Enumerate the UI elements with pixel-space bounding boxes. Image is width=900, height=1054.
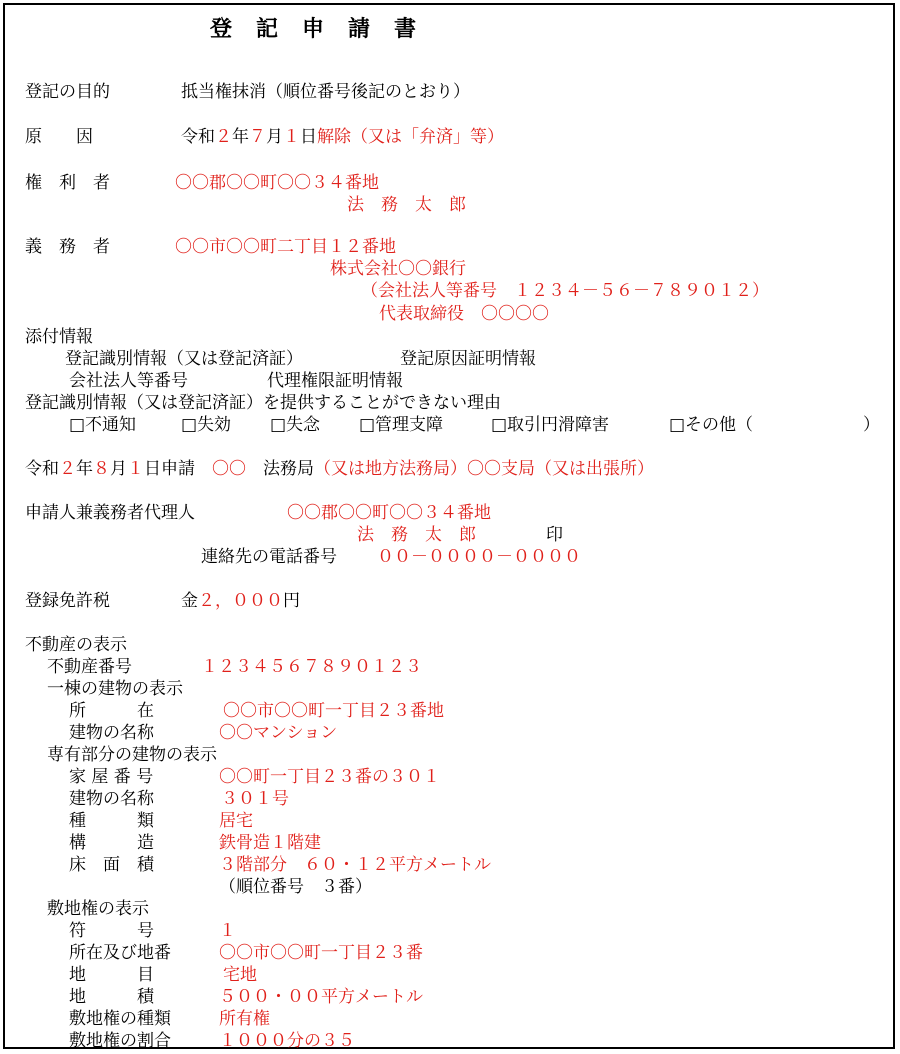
land-area-value: ５００・００平方メートル: [219, 987, 423, 1007]
no-id-reason-label: 登記識別情報（又は登記済証）を提供することができない理由: [25, 393, 501, 413]
structure-value: 鉄骨造１階建: [219, 833, 321, 853]
cause-label: 原 因: [25, 127, 93, 147]
floor-area-value: ３階部分 ６０・１２平方メートル: [219, 855, 491, 875]
location-value: 〇〇市〇〇町一丁目２３番地: [223, 701, 444, 721]
option-other-close: ）: [863, 415, 880, 435]
unit-name-value: ３０１号: [221, 789, 289, 809]
kind-value: 居宅: [219, 811, 253, 831]
property-label: 不動産の表示: [25, 635, 127, 655]
land-area-label: 地 積: [69, 987, 154, 1007]
phone-label: 連絡先の電話番号: [201, 547, 337, 567]
symbol-value: １: [219, 921, 236, 941]
tax-value: 金２，０００円: [181, 591, 300, 611]
document-title: 登 記 申 請 書: [210, 17, 418, 42]
building-name-value: 〇〇マンション: [219, 723, 338, 743]
option-management-issue: □管理支障: [359, 415, 444, 435]
kind-label: 種 類: [69, 811, 154, 831]
obligor-address: 〇〇市〇〇町二丁目１２番地: [175, 237, 396, 257]
phone-number: ００－００００－００００: [377, 547, 581, 567]
purpose-label: 登記の目的: [25, 82, 110, 102]
option-not-notified: □不通知: [69, 415, 137, 435]
site-right-type-label: 敷地権の種類: [69, 1009, 171, 1029]
land-category-value: 宅地: [223, 965, 257, 985]
property-number-label: 不動産番号: [47, 657, 132, 677]
agent-seal: 印: [546, 525, 563, 545]
obligor-company: 株式会社〇〇銀行: [330, 259, 466, 279]
lot-value: 〇〇市〇〇町一丁目２３番: [219, 943, 423, 963]
application-document: [3, 3, 895, 1049]
rank-number: （順位番号 ３番）: [219, 877, 372, 897]
tax-label: 登録免許税: [25, 591, 110, 611]
attachment-cause-proof: 登記原因証明情報: [400, 349, 536, 369]
symbol-label: 符 号: [69, 921, 154, 941]
obligor-corp-number: （会社法人等番号 １２３４－５６－７８９０１２）: [361, 281, 769, 301]
right-holder-label: 権 利 者: [25, 173, 110, 193]
agent-name: 法 務 太 郎: [357, 525, 476, 545]
attachment-id-info: 登記識別情報（又は登記済証）: [65, 349, 303, 369]
right-holder-name: 法 務 太 郎: [347, 195, 466, 215]
obligor-representative: 代表取締役 〇〇〇〇: [379, 304, 549, 324]
unit-name-label: 建物の名称: [69, 789, 154, 809]
building-section-label: 一棟の建物の表示: [47, 679, 183, 699]
house-number-value: 〇〇町一丁目２３番の３０１: [219, 767, 440, 787]
site-right-ratio-label: 敷地権の割合: [69, 1031, 171, 1051]
location-label: 所 在: [69, 701, 154, 721]
property-number: １２３４５６７８９０１２３: [201, 657, 422, 677]
house-number-label: 家 屋 番 号: [69, 767, 154, 787]
agent-address: 〇〇郡〇〇町〇〇３４番地: [287, 503, 491, 523]
floor-area-label: 床 面 積: [69, 855, 154, 875]
application-line: 令和２年８月１日申請 〇〇 法務局（又は地方法務局）〇〇支局（又は出張所）: [25, 459, 654, 479]
site-right-type-value: 所有権: [219, 1009, 270, 1029]
option-transaction-issue: □取引円滑障害: [491, 415, 610, 435]
cause-value: 令和２年７月１日解除（又は「弁済」等）: [181, 127, 504, 147]
site-right-ratio-value: １０００分の３５: [219, 1031, 355, 1051]
attachments-label: 添付情報: [25, 327, 93, 347]
building-name-label: 建物の名称: [69, 723, 154, 743]
structure-label: 構 造: [69, 833, 154, 853]
site-right-section-label: 敷地権の表示: [47, 899, 149, 919]
attachment-corp-number: 会社法人等番号: [69, 371, 188, 391]
attachment-agency-proof: 代理権限証明情報: [267, 371, 403, 391]
purpose-value: 抵当権抹消（順位番号後記のとおり）: [181, 82, 470, 102]
option-forgotten: □失念: [270, 415, 321, 435]
agent-label: 申請人兼義務者代理人: [25, 503, 195, 523]
option-expired: □失効: [181, 415, 232, 435]
obligor-label: 義 務 者: [25, 237, 110, 257]
lot-label: 所在及び地番: [69, 943, 171, 963]
option-other: □その他（: [669, 415, 754, 435]
unit-section-label: 専有部分の建物の表示: [47, 745, 217, 765]
land-category-label: 地 目: [69, 965, 154, 985]
right-holder-address: 〇〇郡〇〇町〇〇３４番地: [175, 173, 379, 193]
